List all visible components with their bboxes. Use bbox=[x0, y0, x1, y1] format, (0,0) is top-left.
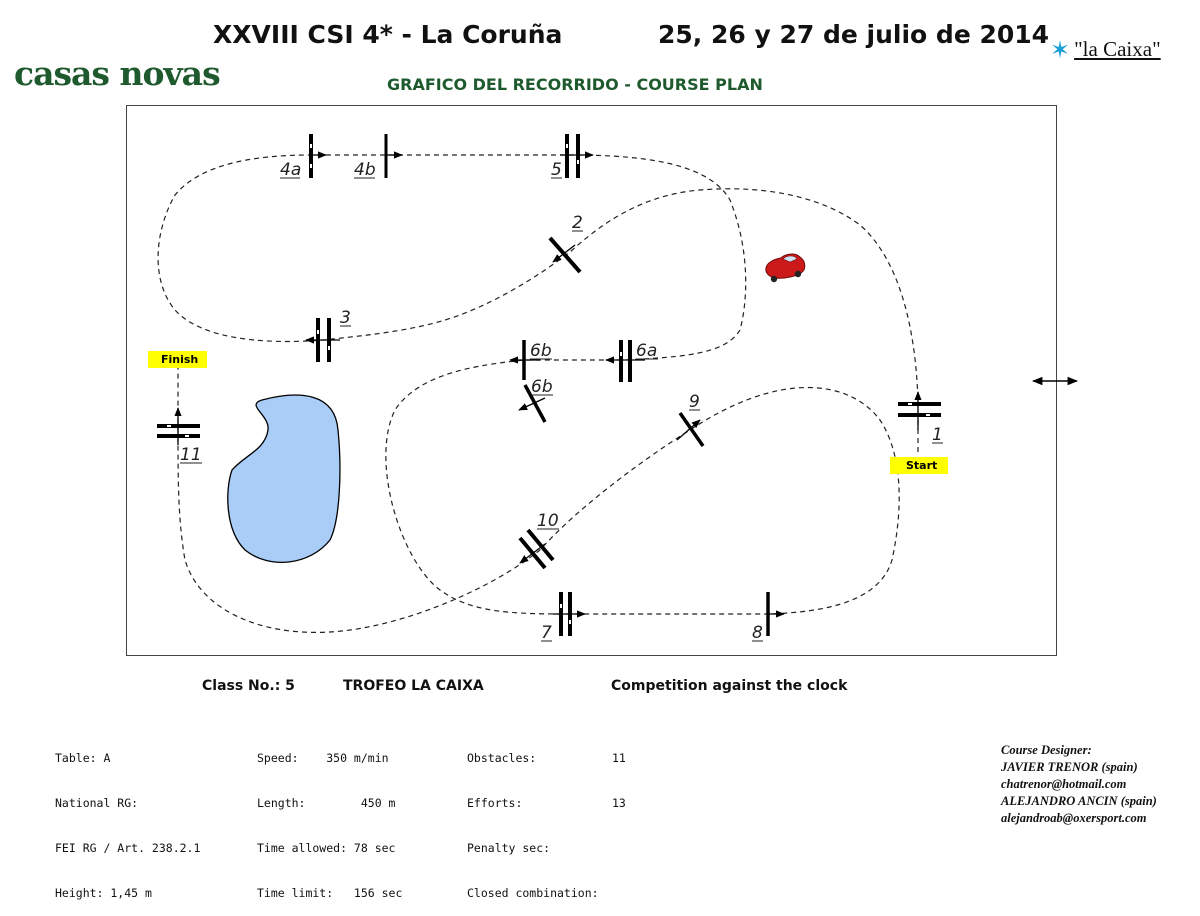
obstacle-10 bbox=[520, 530, 553, 568]
obstacle-4a bbox=[311, 134, 326, 178]
competition-type: Competition against the clock bbox=[611, 678, 848, 694]
detail-line: Length: 450 m bbox=[257, 796, 396, 810]
detail-value: 13 bbox=[612, 796, 626, 810]
designer-email-2: alejandroab@oxersport.com bbox=[1001, 811, 1147, 825]
designer-email-1: chatrenor@hotmail.com bbox=[1001, 777, 1127, 791]
label-6b-upper: 6b bbox=[530, 341, 552, 361]
detail-line: Time allowed: 78 sec bbox=[257, 841, 396, 855]
details-col-obstacles bbox=[467, 721, 599, 916]
label-3: 3 bbox=[340, 308, 351, 328]
detail-line: Obstacles: bbox=[467, 751, 537, 765]
label-9: 9 bbox=[689, 392, 700, 412]
label-1: 1 bbox=[932, 425, 943, 445]
detail-line: National RG: bbox=[55, 796, 139, 810]
sponsor-logo-casas-novas: casas novas bbox=[14, 54, 220, 93]
designer-title: Course Designer: bbox=[1001, 743, 1092, 757]
detail-line: Time limit: 156 sec bbox=[257, 886, 403, 900]
details-col-values bbox=[612, 721, 626, 826]
label-11: 11 bbox=[180, 445, 202, 465]
obstacle-4b bbox=[386, 134, 402, 178]
label-5: 5 bbox=[551, 160, 562, 180]
label-6b-lower: 6b bbox=[531, 377, 553, 397]
water-pond bbox=[228, 395, 340, 562]
obstacle-7 bbox=[553, 592, 585, 636]
obstacle-2 bbox=[550, 238, 580, 272]
finish-label: Finish bbox=[161, 353, 199, 366]
label-4a: 4a bbox=[280, 160, 302, 180]
obstacle-11 bbox=[157, 408, 200, 445]
start-label: Start bbox=[906, 459, 938, 472]
detail-line: Penalty sec: bbox=[467, 841, 551, 855]
details-col-speed bbox=[257, 721, 402, 916]
obstacle-9 bbox=[677, 413, 703, 446]
event-dates: 25, 26 y 27 de julio de 2014 bbox=[658, 20, 1050, 49]
label-10: 10 bbox=[537, 511, 559, 531]
label-7: 7 bbox=[541, 623, 552, 643]
label-6a: 6a bbox=[636, 341, 658, 361]
detail-line: Table: A bbox=[55, 751, 111, 765]
obstacle-3 bbox=[306, 318, 340, 362]
course-designer-block bbox=[1001, 742, 1157, 827]
page-subtitle: GRAFICO DEL RECORRIDO - COURSE PLAN bbox=[387, 75, 763, 94]
star-icon: ✶ bbox=[1050, 38, 1071, 64]
label-4b: 4b bbox=[354, 160, 376, 180]
class-name: TROFEO LA CAIXA bbox=[343, 678, 484, 694]
obstacle-8 bbox=[768, 592, 784, 636]
detail-line: Efforts: bbox=[467, 796, 523, 810]
label-8: 8 bbox=[752, 623, 763, 643]
details-col-table bbox=[55, 721, 200, 916]
detail-line: Closed combination: bbox=[467, 886, 599, 900]
detail-line: Height: 1,45 m bbox=[55, 886, 152, 900]
label-2: 2 bbox=[572, 213, 583, 233]
car-icon bbox=[766, 254, 805, 282]
obstacle-5 bbox=[560, 134, 593, 178]
detail-value: 11 bbox=[612, 751, 626, 765]
start-tag bbox=[890, 457, 948, 474]
sponsor-name: "la Caixa" bbox=[1074, 37, 1161, 61]
event-title: XXVIII CSI 4* - La Coruña bbox=[213, 20, 563, 49]
finish-tag bbox=[148, 351, 207, 368]
class-number: Class No.: 5 bbox=[202, 678, 295, 694]
designer-name-1: JAVIER TRENOR (spain) bbox=[1001, 760, 1138, 774]
detail-line: FEI RG / Art. 238.2.1 bbox=[55, 841, 201, 855]
detail-line: Speed: 350 m/min bbox=[257, 751, 389, 765]
designer-name-2: ALEJANDRO ANCIN (spain) bbox=[1001, 794, 1157, 808]
